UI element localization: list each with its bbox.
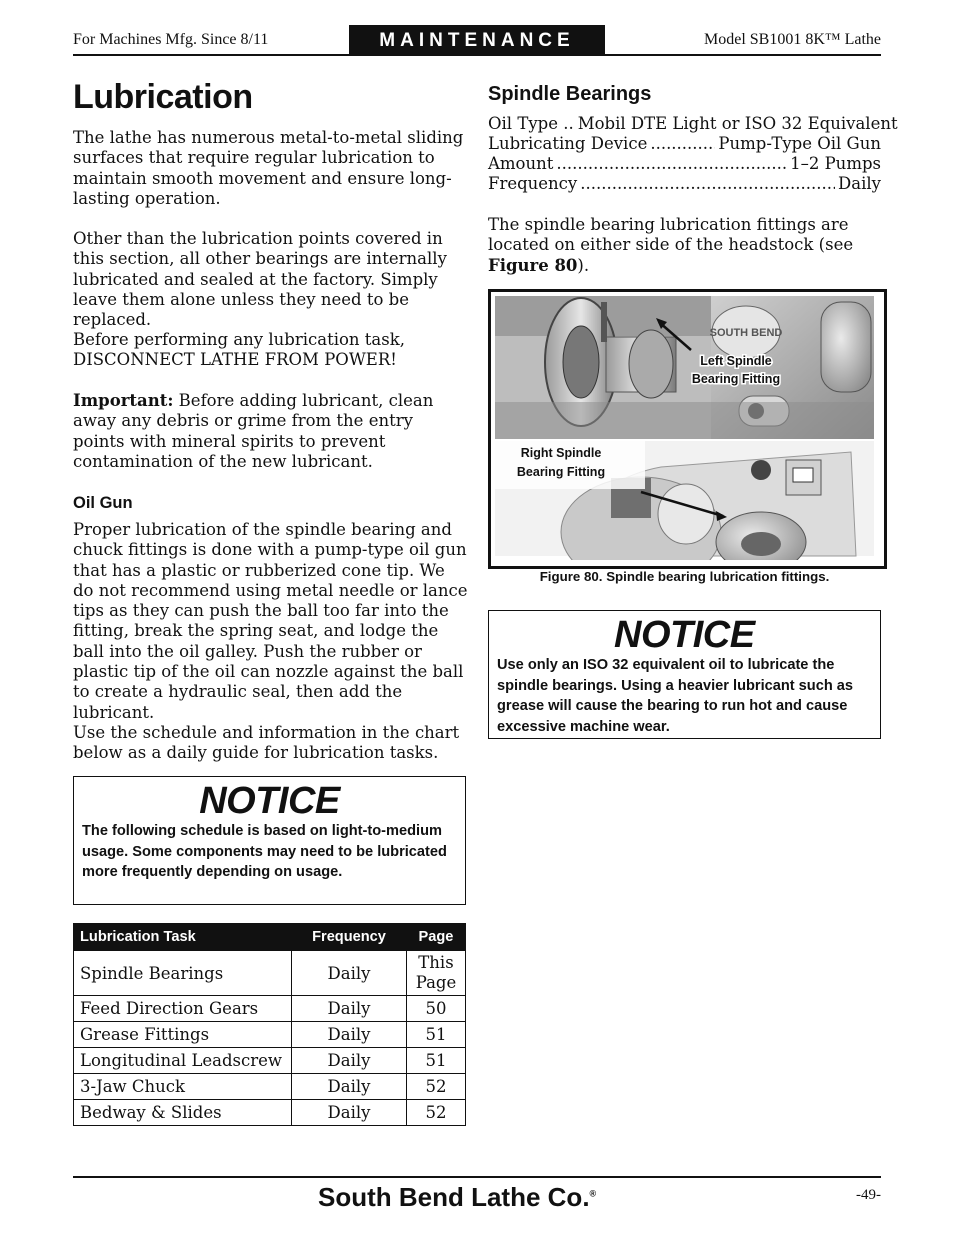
page-number: -49-: [856, 1187, 881, 1203]
spec-value: Daily: [838, 174, 881, 193]
table-row: [74, 1074, 466, 1100]
important-text: Before adding lubricant, clean away any debris or grime from the entry points with mineral spirits to prevent contamination of the new lubricant.: [73, 391, 434, 471]
figure-80-photo: [488, 289, 887, 569]
registered-mark: ®: [589, 1188, 597, 1199]
header-rule: [73, 54, 881, 56]
schedule-notice-box: [73, 776, 466, 905]
section-banner: MAINTENANCE: [349, 25, 605, 55]
task-cell: Feed Direction Gears: [74, 996, 292, 1022]
notice-text: The following schedule is based on light-to-medium usage. Some components may need to be lubricated more frequently depending on usage.: [82, 823, 447, 880]
header-right-text: Model SB1001 8K™ Lathe: [704, 31, 881, 48]
notice-heading: NOTICE: [199, 780, 340, 822]
spec-label: Frequency: [488, 174, 578, 193]
oil-notice-box: [488, 610, 881, 739]
page-cell: 50: [407, 996, 466, 1022]
frequency-cell: Daily: [292, 951, 407, 996]
important-label: Important:: [73, 391, 174, 410]
lathe-headstock-illustration: [491, 292, 878, 560]
task-cell: Longitudinal Leadscrew: [74, 1048, 292, 1074]
spindle-bearings-heading: Spindle Bearings: [488, 83, 652, 105]
spec-label: Amount: [488, 154, 554, 173]
schedule-paragraph: Use the schedule and information in the chart below as a daily guide for lubrication tasks.: [73, 723, 460, 763]
table-row: [74, 951, 466, 996]
power-warning-paragraph: Before performing any lubrication task, DISCONNECT LATHE FROM POWER!: [73, 330, 405, 370]
spec-label: Lubricating Device: [488, 134, 648, 153]
figure-reference: Figure 80: [488, 255, 578, 275]
column-header-frequency: Frequency: [292, 924, 407, 951]
page-cell: 52: [407, 1100, 466, 1126]
brand-name: South Bend Lathe Co.: [318, 1182, 590, 1212]
frequency-cell: Daily: [292, 1048, 407, 1074]
oil-gun-paragraph: Proper lubrication of the spindle bearing and chuck fittings is done with a pump-type oil gun that has a plastic or rubberized cone tip. We do not recommend using metal needle or lance tips as they can push the ball too far into the fitting, break the spring seat, and lodge the ball into the oil galley. Push the rubber or plastic tip of the oil can nozzle against the ball to create a hydraulic seal, then add the lubricant.: [73, 520, 468, 722]
table-row: [74, 1100, 466, 1126]
task-cell: Grease Fittings: [74, 1022, 292, 1048]
page-cell: This Page: [407, 951, 466, 996]
task-cell: Bedway & Slides: [74, 1100, 292, 1126]
left-fitting-label: Left Spindle Bearing Fitting: [691, 354, 781, 386]
page-cell: 51: [407, 1048, 466, 1074]
logo-text: SOUTH BEND: [709, 327, 783, 339]
fittings-text-end: ).: [577, 255, 590, 275]
page-cell: 52: [407, 1074, 466, 1100]
table-row: [74, 1048, 466, 1074]
oil-gun-heading: Oil Gun: [73, 494, 133, 512]
table-row: [74, 1022, 466, 1048]
spec-lubricating-device: [488, 134, 881, 154]
page-title: Lubrication: [73, 78, 253, 116]
header-left-text: For Machines Mfg. Since 8/11: [73, 31, 269, 48]
footer-brand: [318, 1182, 596, 1213]
intro-paragraph: The lathe has numerous metal-to-metal sliding surfaces that require regular lubrication to maintain smooth movement and ensure long-lasting operation.: [73, 128, 464, 208]
column-header-task: Lubrication Task: [74, 924, 292, 951]
important-paragraph: [73, 391, 468, 472]
spec-frequency: [488, 174, 881, 194]
frequency-cell: Daily: [292, 1074, 407, 1100]
spec-value: 1–2 Pumps: [790, 154, 881, 173]
frequency-cell: Daily: [292, 996, 407, 1022]
table-row: [74, 996, 466, 1022]
frequency-cell: Daily: [292, 1100, 407, 1126]
figure-caption: Figure 80. Spindle bearing lubrication fittings.: [539, 569, 830, 584]
bearings-paragraph: Other than the lubrication points covered in this section, all other bearings are internally lubricated and sealed at the factory. Simply leave them alone unless they need to be replaced.: [73, 229, 447, 330]
notice-text: Use only an ISO 32 equivalent oil to lubricate the spindle bearings. Using a heavier lubricant such as grease will cause the bearing to run hot and cause excessive machine wear.: [497, 657, 854, 735]
page-cell: 51: [407, 1022, 466, 1048]
task-cell: 3-Jaw Chuck: [74, 1074, 292, 1100]
fittings-text: The spindle bearing lubrication fittings are located on either side of the headstock (see: [488, 215, 854, 255]
spec-label: Oil Type ..: [488, 114, 574, 133]
spec-value: Pump-Type Oil Gun: [718, 134, 881, 153]
notice-heading: NOTICE: [614, 614, 755, 656]
task-cell: Spindle Bearings: [74, 951, 292, 996]
south-bend-logo-bottom: [658, 484, 714, 544]
frequency-cell: Daily: [292, 1022, 407, 1048]
table-header-row: [74, 924, 466, 951]
lubrication-schedule-table: [73, 923, 466, 1126]
footer-rule: [73, 1176, 881, 1178]
spec-amount: [488, 154, 881, 174]
spec-oil-type: [488, 114, 898, 134]
spec-value: Mobil DTE Light or ISO 32 Equivalent: [577, 114, 898, 133]
column-header-page: Page: [407, 924, 466, 951]
right-fitting-label: Right Spindle Bearing Fitting: [516, 446, 606, 479]
fittings-location-paragraph: [488, 215, 881, 276]
